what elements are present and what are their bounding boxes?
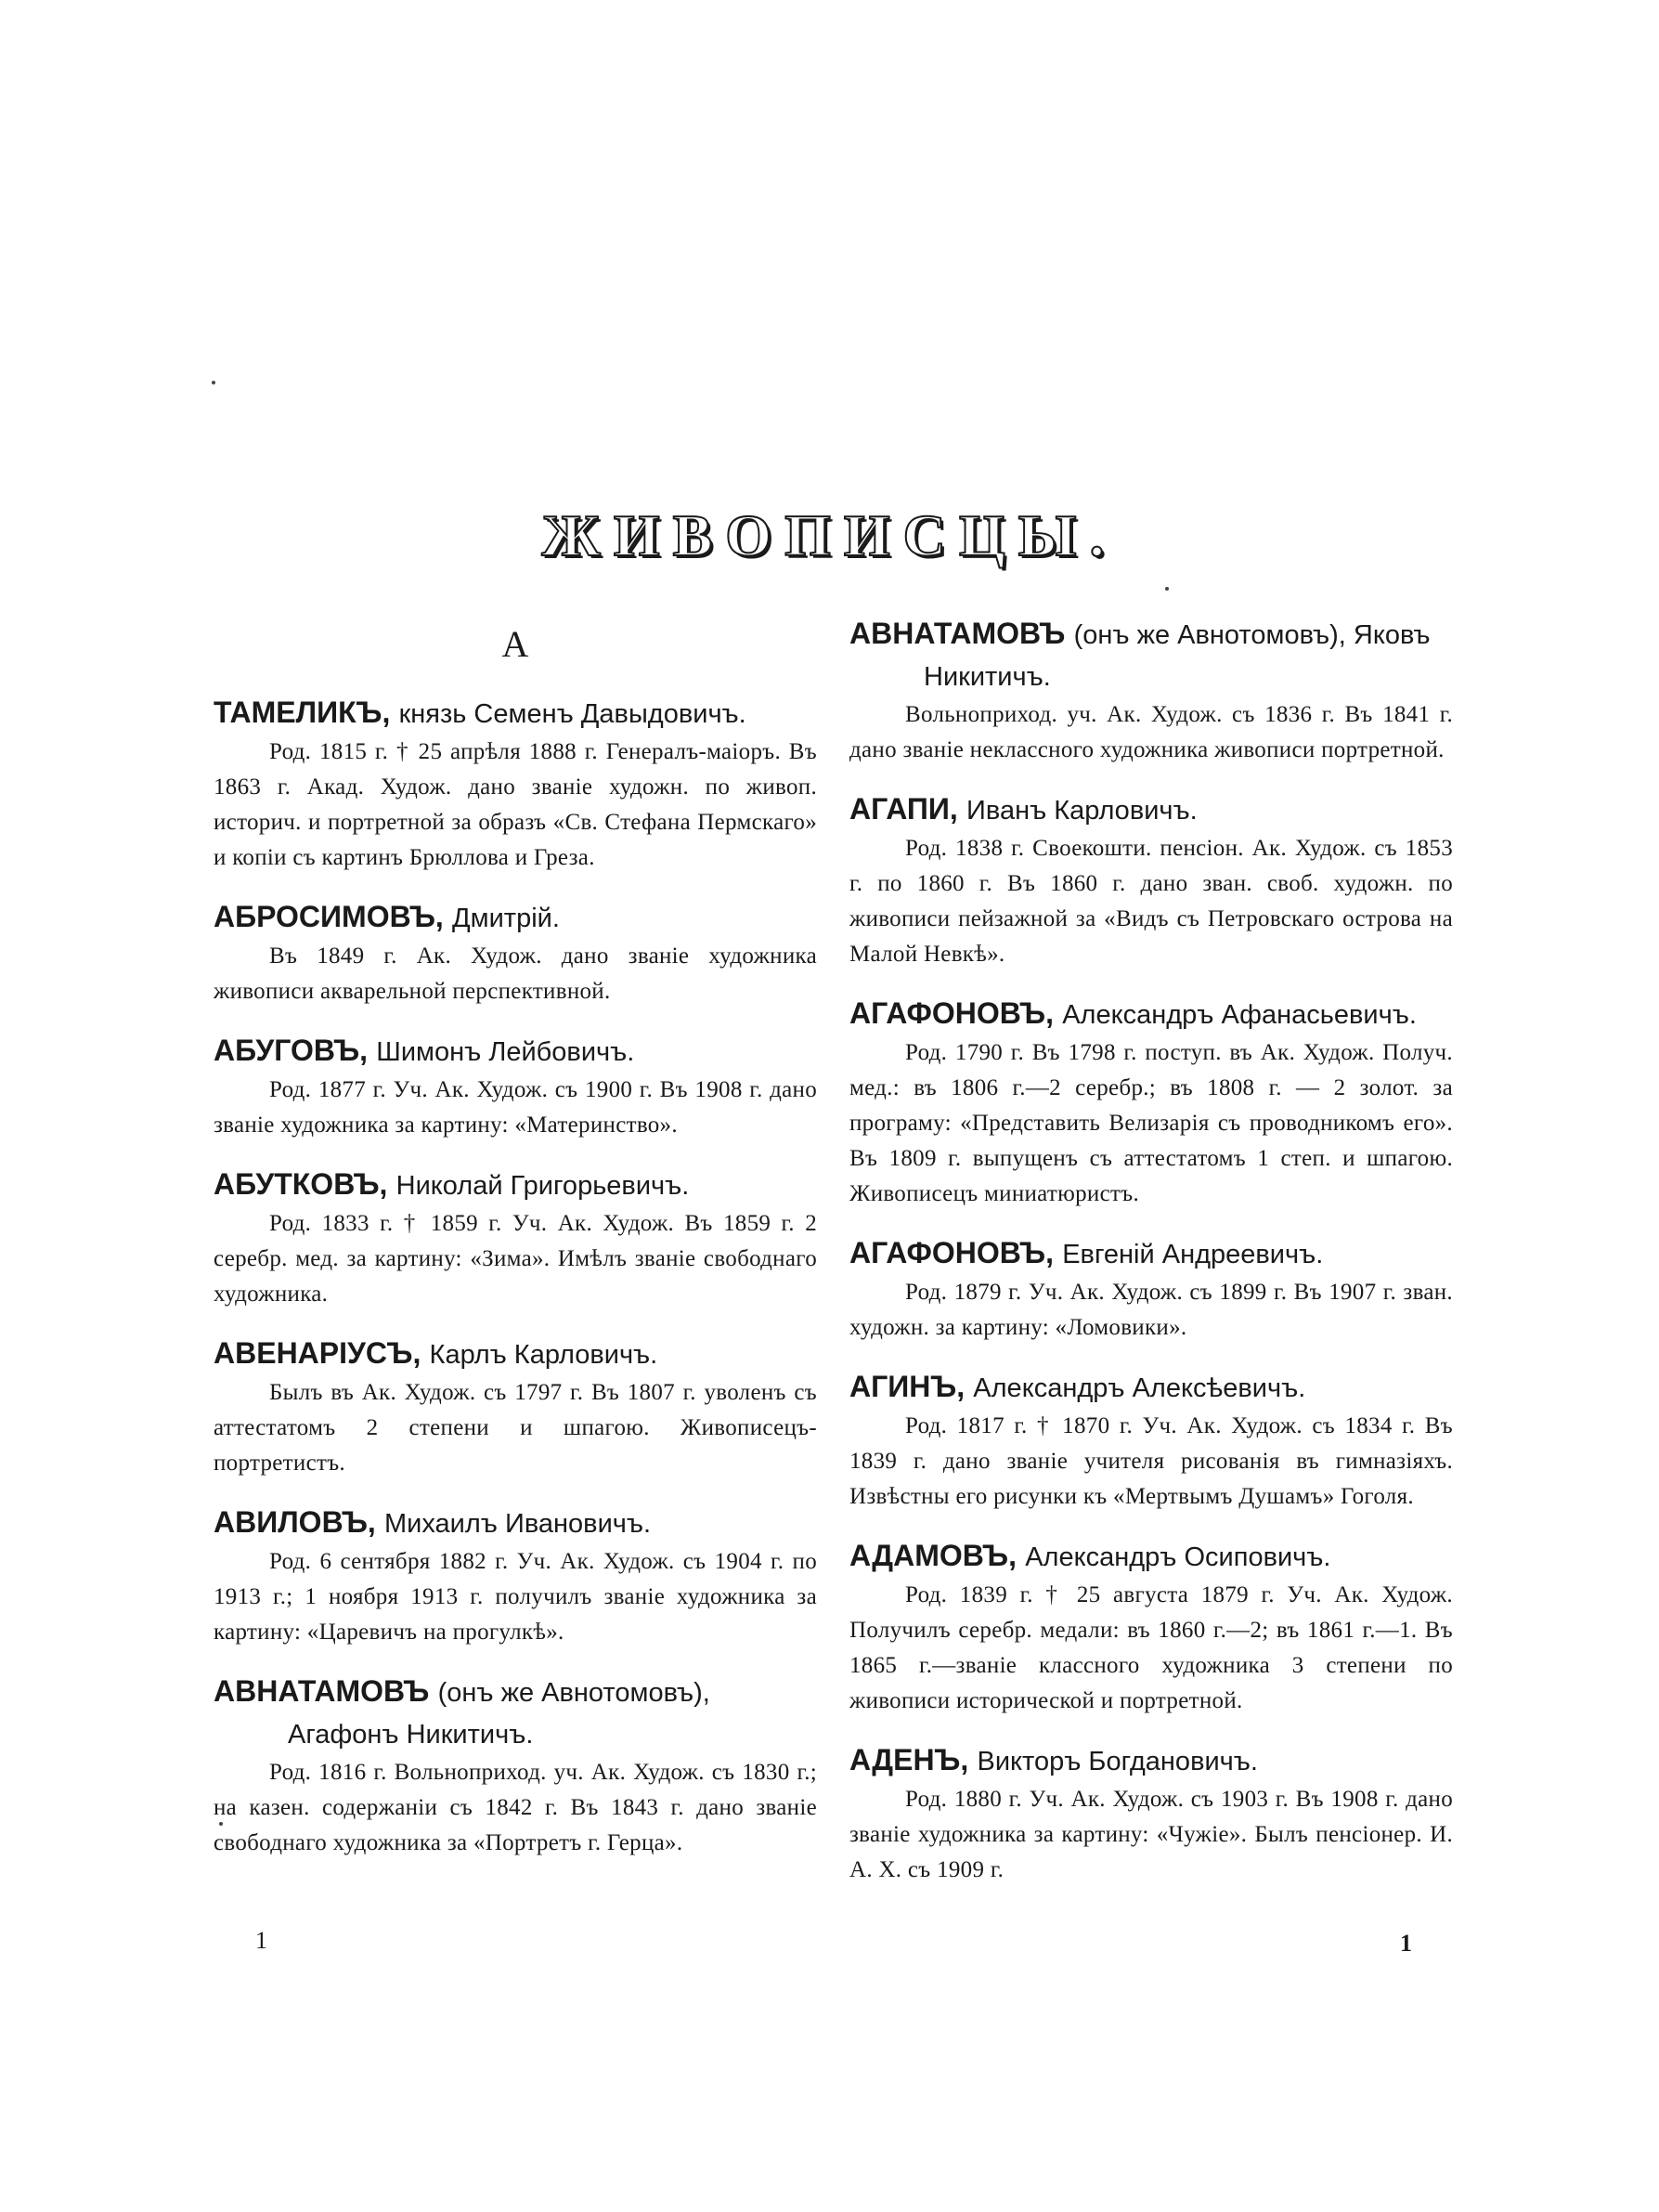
entry-surname: АВНАТАМОВЪ xyxy=(214,1674,430,1708)
entry-given-name: Александръ Афанасьевичъ. xyxy=(1062,1000,1417,1030)
entry-heading xyxy=(849,1535,1453,1578)
dictionary-entry xyxy=(214,1333,817,1481)
entry-text: Род. 1838 г. Своекошти. пенсiон. Ак. Худож. съ 1853 г. по 1860 г. Въ 1860 г. дано зван. своб. художн. по живописи пейзажной за «Видъ съ Петровскаго острова на Малой Невкѣ». xyxy=(849,836,1453,967)
entry-surname: АДАМОВЪ, xyxy=(849,1539,1017,1572)
entry-text: Былъ въ Ак. Худож. съ 1797 г. Въ 1807 г. уволенъ съ аттестатомъ 2 степени и шпагою. Живописецъ-портретистъ. xyxy=(214,1380,817,1476)
entry-text: Въ 1849 г. Ак. Худож. дано званiе художника живописи акварельной перспективной. xyxy=(214,943,817,1004)
entry-heading xyxy=(849,993,1453,1035)
entry-given-name: Иванъ Карловичъ. xyxy=(966,796,1198,826)
entry-heading xyxy=(849,1232,1453,1275)
entry-text: Вольноприход. уч. Ак. Худож. съ 1836 г. Въ 1841 г. дано званiе неклассного художника живописи портретной. xyxy=(849,702,1453,762)
entry-given-name: Дмитрiй. xyxy=(452,904,560,933)
entry-heading xyxy=(214,1030,817,1073)
dictionary-entry xyxy=(214,1164,817,1312)
entry-text: Род. 6 сентября 1882 г. Уч. Ак. Худож. съ 1904 г. по 1913 г.; 1 ноября 1913 г. получилъ званiе художника за картину: «Царевичъ на прогулкѣ». xyxy=(214,1549,817,1645)
entry-given-name: (онъ же Авнотомовъ), Яковъ Никитичъ. xyxy=(924,620,1431,692)
entry-text: Род. 1817 г. † 1870 г. Уч. Ак. Худож. съ 1834 г. Въ 1839 г. дано званiе учителя рисованiя въ гимназiяхъ. Извѣстны его рисунки къ «Мертвымъ Душамъ» Гоголя. xyxy=(849,1413,1453,1509)
page-title: ЖИВОПИСЦЫ. xyxy=(541,502,1118,568)
entry-heading xyxy=(214,896,817,939)
entry-surname: ТАМЕЛИКЪ, xyxy=(214,696,391,729)
entry-heading xyxy=(849,788,1453,831)
entry-surname: АВЕНАРIУСЪ, xyxy=(214,1336,421,1370)
entry-heading xyxy=(214,1671,817,1755)
entry-given-name: Викторъ Богдановичъ. xyxy=(977,1747,1258,1776)
entry-surname: АГАФОНОВЪ, xyxy=(849,1236,1054,1269)
entry-given-name: Михаилъ Ивановичъ. xyxy=(384,1509,652,1539)
dictionary-entry xyxy=(849,993,1453,1212)
entry-given-name: Александръ Алексѣевичъ. xyxy=(973,1373,1306,1403)
dictionary-entry xyxy=(849,1366,1453,1515)
section-letter: А xyxy=(501,623,529,665)
entry-surname: АВИЛОВЪ, xyxy=(214,1505,376,1539)
entry-heading xyxy=(849,1739,1453,1782)
entry-surname: АВНАТАМОВЪ xyxy=(849,617,1066,650)
dictionary-entry xyxy=(849,1535,1453,1719)
dictionary-entry xyxy=(214,1671,817,1861)
entry-heading xyxy=(849,613,1453,697)
dictionary-entry xyxy=(214,896,817,1009)
entry-given-name: Евгенiй Андреевичъ. xyxy=(1062,1240,1324,1269)
entry-surname: АБРОСИМОВЪ, xyxy=(214,900,444,933)
page-number-left: 1 xyxy=(255,1927,267,1954)
entry-heading xyxy=(214,1502,817,1544)
dictionary-entry xyxy=(214,692,817,876)
entry-heading xyxy=(214,1164,817,1206)
entry-text: Род. 1879 г. Уч. Ак. Худож. съ 1899 г. Въ 1907 г. зван. художн. за картину: «Ломовики». xyxy=(849,1280,1453,1340)
dictionary-entry xyxy=(849,788,1453,972)
dictionary-entry xyxy=(214,1502,817,1650)
entry-given-name: Николай Григорьевичъ. xyxy=(395,1171,690,1201)
speck-mark xyxy=(1165,587,1169,591)
entry-surname: АБУТКОВЪ, xyxy=(214,1167,388,1201)
entry-text: Род. 1877 г. Уч. Ак. Худож. съ 1900 г. Въ 1908 г. дано званiе художника за картину: «Материнство». xyxy=(214,1077,817,1138)
entry-heading xyxy=(214,692,817,735)
entry-heading xyxy=(214,1333,817,1375)
entry-surname: АГИНЪ, xyxy=(849,1370,966,1403)
entry-given-name: (онъ же Авнотомовъ), Агафонъ Никитичъ. xyxy=(288,1678,710,1750)
right-entries xyxy=(849,613,1453,1888)
left-entries xyxy=(214,692,817,1861)
right-column xyxy=(849,613,1453,1908)
dictionary-entry xyxy=(214,1030,817,1143)
entry-given-name: Карлъ Карловичъ. xyxy=(429,1340,658,1370)
dictionary-entry xyxy=(849,613,1453,768)
dictionary-entry xyxy=(849,1739,1453,1888)
entry-given-name: князь Семенъ Давыдовичъ. xyxy=(398,699,746,729)
page-number-right: 1 xyxy=(1400,1930,1412,1957)
entry-text: Род. 1839 г. † 25 августа 1879 г. Уч. Ак. Худож. Получилъ серебр. медали: въ 1860 г.—2; въ 1861 г.—1. Въ 1865 г.—званiе классного художника 3 степени по живописи исторической и портретной. xyxy=(849,1582,1453,1713)
entry-text: Род. 1880 г. Уч. Ак. Худож. съ 1903 г. Въ 1908 г. дано званiе художника за картину: «Чужiе». Былъ пенсiонер. И. А. Х. съ 1909 г. xyxy=(849,1787,1453,1882)
entry-surname: АГАПИ, xyxy=(849,792,958,826)
entry-surname: АДЕНЪ, xyxy=(849,1743,969,1776)
entry-heading xyxy=(849,1366,1453,1409)
left-column xyxy=(214,594,817,1881)
dictionary-entry xyxy=(849,1232,1453,1346)
entry-text: Род. 1815 г. † 25 апрѣля 1888 г. Генералъ-маiоръ. Въ 1863 г. Акад. Худож. дано званiе художн. по живоп. историч. и портретной за образъ «Св. Стефана Пермскаго» и копiи съ картинъ Брюллова и Греза. xyxy=(214,739,817,870)
entry-text: Род. 1790 г. Въ 1798 г. поступ. въ Ак. Худож. Получ. мед.: въ 1806 г.—2 серебр.; въ 1808 г. — 2 золот. за програму: «Представить Велизарiя съ проводникомъ его». Въ 1809 г. выпущенъ съ аттестатомъ 1 степ. и шпагою. Живописецъ миниатюристъ. xyxy=(849,1040,1453,1206)
speck-mark xyxy=(212,381,215,384)
entry-text: Род. 1833 г. † 1859 г. Уч. Ак. Худож. Въ 1859 г. 2 серебр. мед. за картину: «Зима». Имѣлъ званiе свободнаго художника. xyxy=(214,1211,817,1307)
entry-given-name: Александръ Осиповичъ. xyxy=(1025,1542,1331,1572)
entry-surname: АГАФОНОВЪ, xyxy=(849,996,1054,1030)
entry-given-name: Шимонъ Лейбовичъ. xyxy=(376,1037,635,1067)
entry-surname: АБУГОВЪ, xyxy=(214,1034,369,1067)
entry-text: Род. 1816 г. Вольноприход. уч. Ак. Худож. съ 1830 г.; на казен. содержанiи съ 1842 г. Въ 1843 г. дано званiе свободнаго художника за «Портретъ г. Герца». xyxy=(214,1760,817,1855)
